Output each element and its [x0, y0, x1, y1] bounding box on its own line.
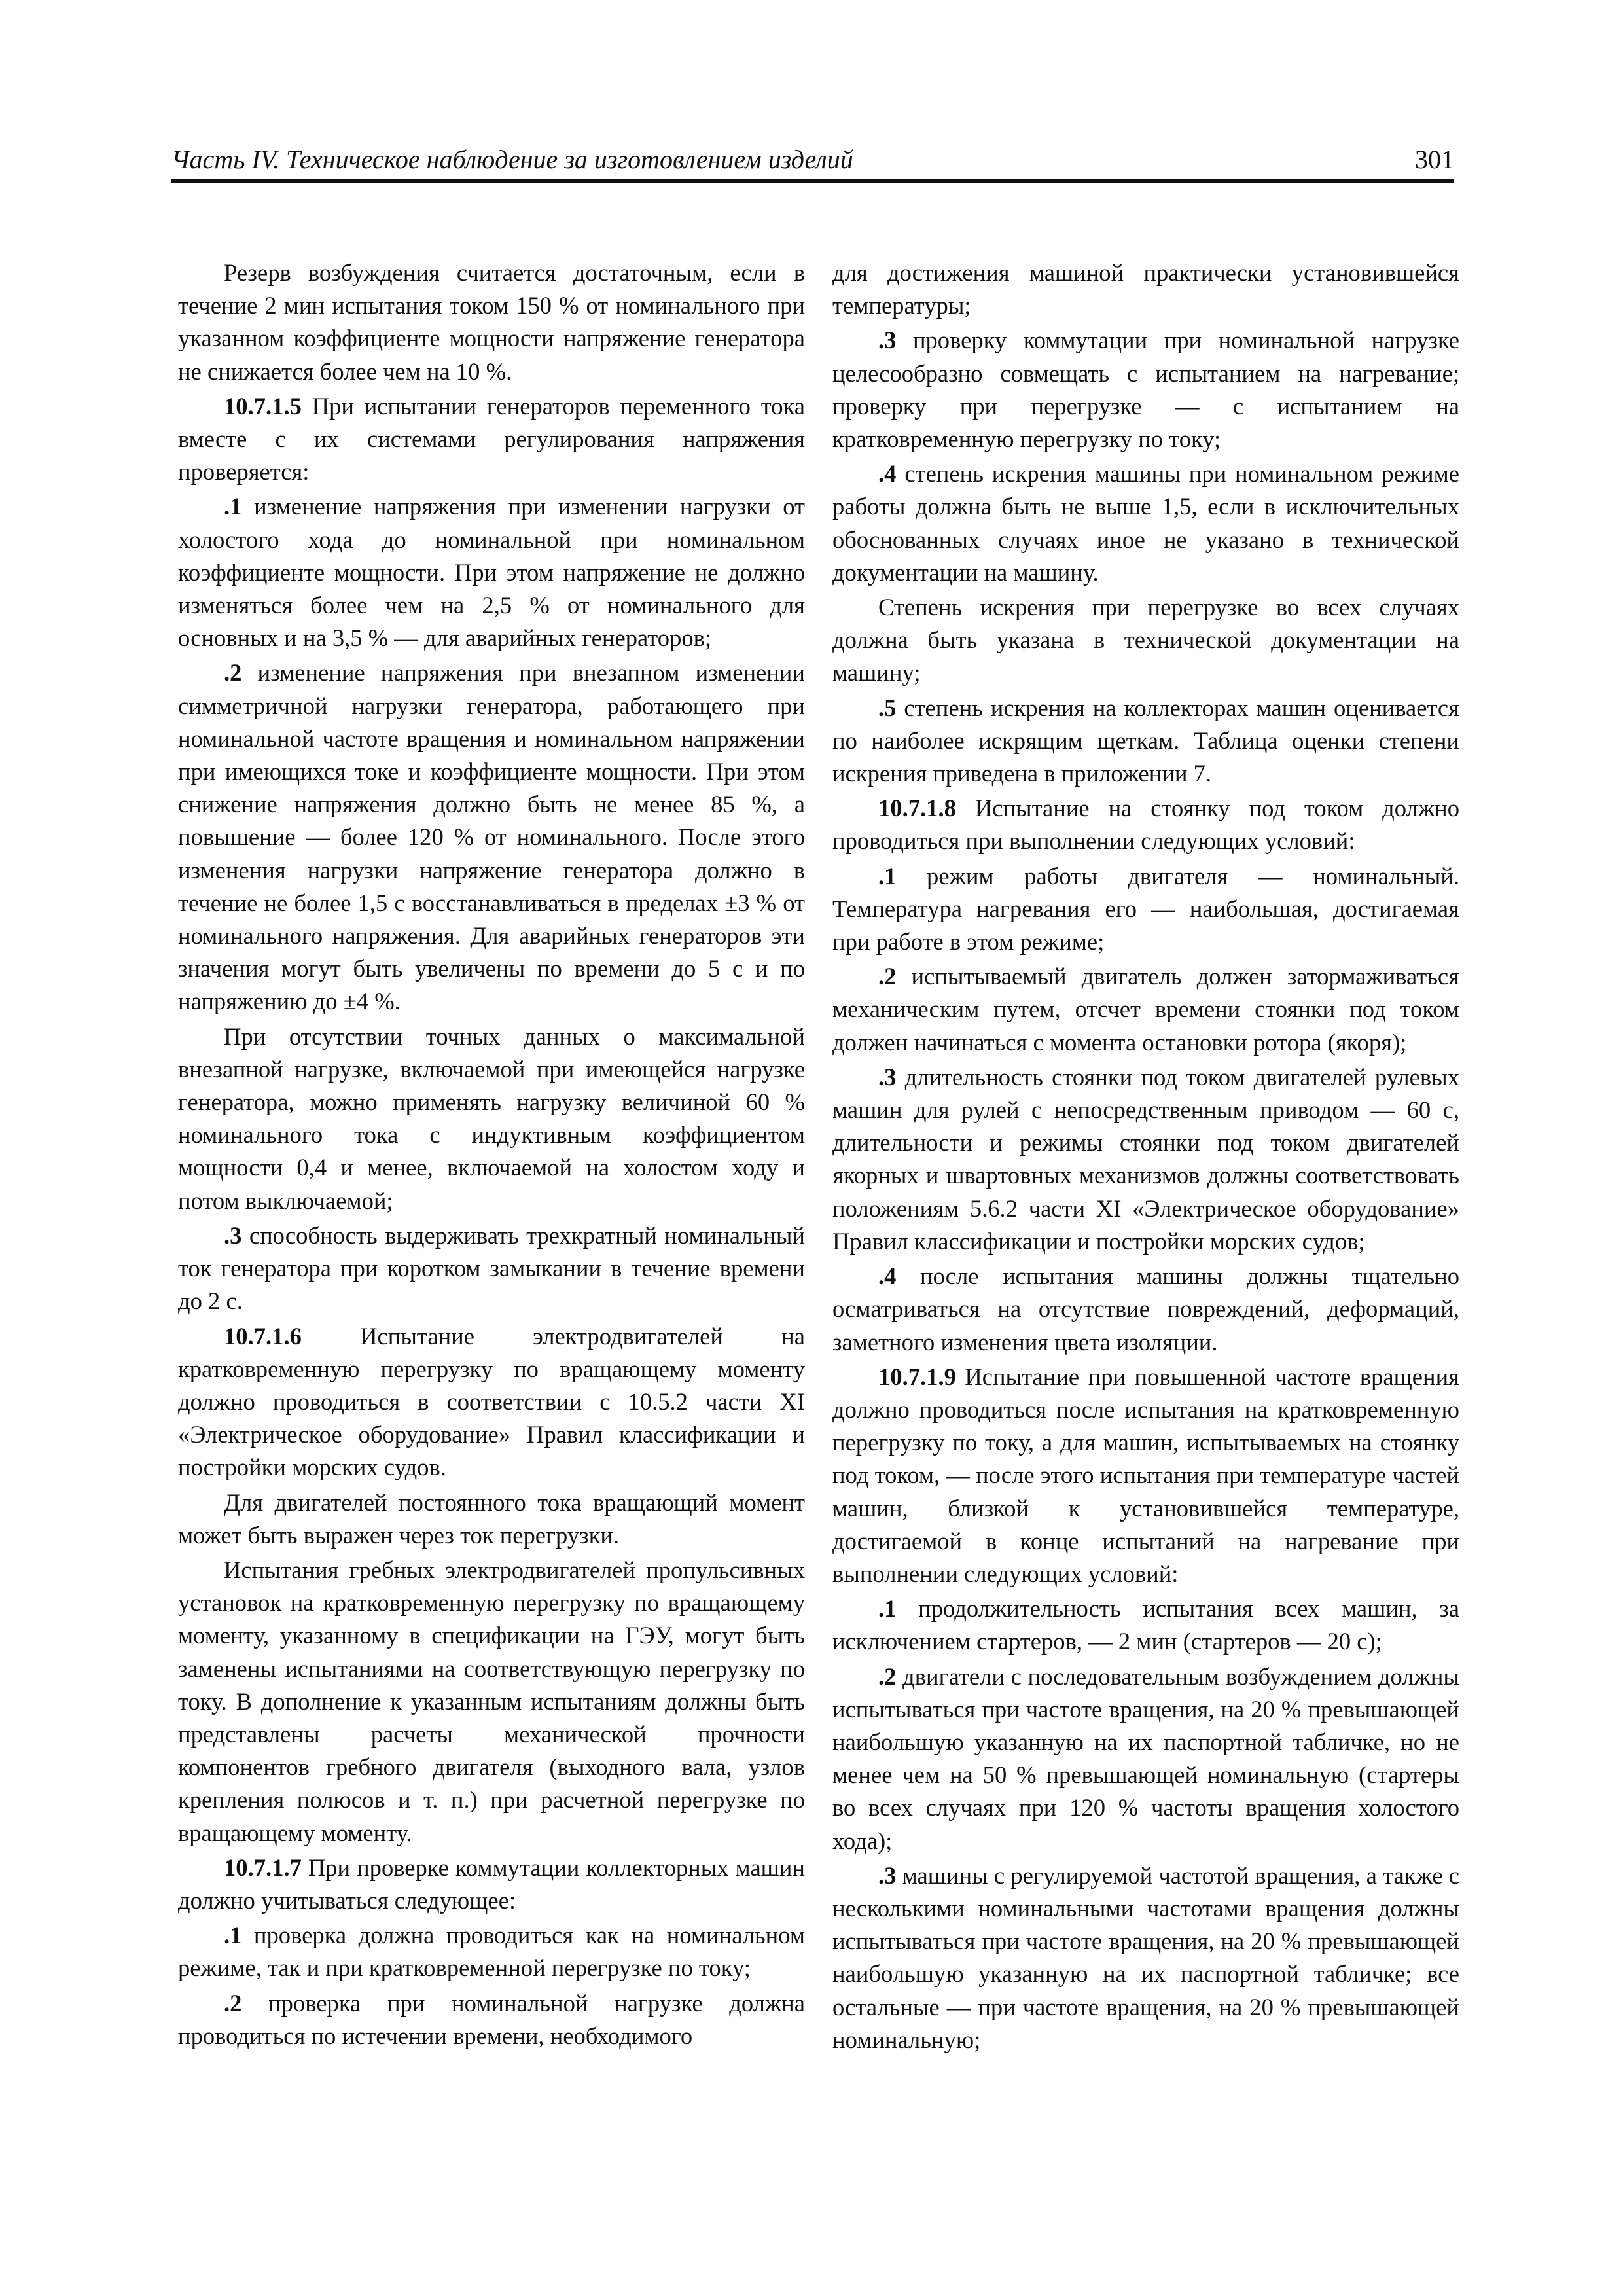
- paragraph-continued: для достижения машиной практически установившейся температуры;: [832, 259, 1459, 319]
- list-item: .5 степень искрения на коллекторах машин оценивается по наиболее искрящим щеткам. Таблица оценки степени искрения приведена в приложении 7.: [832, 694, 1459, 787]
- clause-10-7-1-9: 10.7.1.9 Испытание при повышенной частоте вращения должно проводиться после испытания на кратковременную перегрузку по току, а для машин, испытываемых на стоянку под током, — после этого испытания при температуре частей машин, близкой к установившейся температуре, достигаемой в конце испытаний на нагревание при выполнении следующих условий:: [832, 1363, 1459, 1587]
- list-item: .1 изменение напряжения при изменении нагрузки от холостого хода до номинальной при номинальном коэффициенте мощности. При этом напряжение не должно изменяться более чем на 2,5 % от номинального для основных и на 3,5 % — для аварийных генераторов;: [178, 493, 805, 652]
- list-item: .2 проверка при номинальной нагрузке должна проводиться по истечении времени, необходимого: [178, 1989, 805, 2049]
- item-number: .2: [224, 659, 242, 687]
- clause-number: 10.7.1.9: [878, 1363, 956, 1390]
- item-number: .4: [878, 460, 897, 488]
- item-number: .2: [224, 1989, 242, 2017]
- item-number: .1: [224, 1922, 242, 1949]
- list-item: .1 продолжительность испытания всех машин, за исключением стартеров, — 2 мин (стартеров — 20 с);: [832, 1595, 1459, 1655]
- list-item: .3 способность выдерживать трехкратный номинальный ток генератора при коротком замыкании в течение времени до 2 с.: [178, 1221, 805, 1315]
- item-number: .3: [878, 1861, 897, 1889]
- clause-number: 10.7.1.5: [224, 392, 302, 420]
- paragraph: Испытания гребных электродвигателей пропульсивных установок на кратковременную перегрузку по вращающему моменту, указанному в спецификации на ГЭУ, могут быть заменены испытаниями на соответствующую перегрузку по току. В дополнение к указанным испытаниям должны быть представлены расчеты механической прочности компонентов гребного двигателя (выходного вала, узлов крепления полюсов и т. п.) при расчетной перегрузке по вращающему моменту.: [178, 1556, 805, 1846]
- clause-number: 10.7.1.7: [224, 1854, 302, 1881]
- list-item: .3 длительность стоянки под током двигателей рулевых машин для рулей с непосредственным приводом — 60 с, длительности и режимы стоянки под током двигателей якорных и швартовных механизмов должны соответствовать положениям 5.6.2 части XI «Электрическое оборудование» Правил классификации и постройки морских судов;: [832, 1063, 1459, 1255]
- running-header: [171, 143, 1454, 183]
- clause-10-7-1-6: 10.7.1.6 Испытание электродвигателей на кратковременную перегрузку по вращающему моменту должно проводиться в соответствии с 10.5.2 части XI «Электрическое оборудование» Правил классификации и постройки морских судов.: [178, 1322, 805, 1481]
- item-number: .3: [224, 1221, 242, 1249]
- list-item: .1 режим работы двигателя — номинальный. Температура нагревания его — наибольшая, достигаемая при работе в этом режиме;: [832, 862, 1459, 956]
- list-item: .1 проверка должна проводиться как на номинальном режиме, так и при кратковременной перегрузке по току;: [178, 1922, 805, 1982]
- right-column: [832, 257, 1459, 2058]
- list-item: .4 после испытания машины должны тщательно осматриваться на отсутствие повреждений, деформаций, заметного изменения цвета изоляции.: [832, 1263, 1459, 1355]
- list-item: .3 машины с регулируемой частотой вращения, а также с несколькими номинальными частотами вращения должны испытываться при частоте вращения, на 20 % превышающей наибольшую указанную на их паспортной табличке; все остальные — при частоте вращения, на 20 % превышающей номинальную;: [832, 1861, 1459, 2053]
- list-item: .4 степень искрения машины при номинальном режиме работы должна быть не выше 1,5, если в исключительных обоснованных случаях иное не указано в технической документации на машину.: [832, 460, 1459, 586]
- item-number: .1: [224, 493, 242, 520]
- item-number: .4: [878, 1263, 897, 1290]
- item-number: .3: [878, 327, 897, 354]
- item-number: .1: [878, 1595, 897, 1623]
- item-number: .2: [878, 1662, 897, 1690]
- page-number: 301: [1415, 145, 1454, 174]
- item-number: .5: [878, 694, 897, 721]
- paragraph: Резерв возбуждения считается достаточным, если в течение 2 мин испытания током 150 % от номинального при указанном коэффициенте мощности напряжение генератора не снижается более чем на 10 %.: [178, 259, 805, 385]
- clause-10-7-1-7: 10.7.1.7 При проверке коммутации коллекторных машин должно учитываться следующее:: [178, 1854, 805, 1914]
- item-number: .2: [878, 963, 897, 990]
- clause-10-7-1-5: 10.7.1.5 При испытании генераторов переменного тока вместе с их системами регулирования напряжения проверяется:: [178, 392, 805, 486]
- list-item: .2 двигатели с последовательным возбуждением должны испытываться при частоте вращения, на 20 % превышающей наибольшую указанную на их паспортной табличке, но не менее чем на 50 % превышающей номинальную (стартеры во всех случаях при 120 % частоты вращения холостого хода);: [832, 1662, 1459, 1854]
- clause-number: 10.7.1.6: [224, 1322, 302, 1350]
- list-item: .2 изменение напряжения при внезапном изменении симметричной нагрузки генератора, работающего при номинальной частоте вращения и номинальном напряжении при имеющихся токе и коэффициенте мощности. При этом снижение напряжения должно быть не менее 85 %, а повышение — более 120 % от номинального. После этого изменения нагрузки напряжение генератора должно в течение не более 1,5 с восстанавливаться в пределах ±3 % от номинального напряжения. Для аварийных генераторов эти значения могут быть увеличены по времени до 5 с и по напряжению до ±4 %.: [178, 659, 805, 1015]
- list-item: .3 проверку коммутации при номинальной нагрузке целесообразно совмещать с испытанием на нагревание; проверку при перегрузке — с испытанием на кратковременную перегрузку по току;: [832, 327, 1459, 453]
- item-number: .1: [878, 862, 897, 889]
- paragraph: Для двигателей постоянного тока вращающий момент может быть выражен через ток перегрузки.: [178, 1488, 805, 1549]
- clause-10-7-1-8: 10.7.1.8 Испытание на стоянку под током должно проводиться при выполнении следующих условий:: [832, 795, 1459, 855]
- item-number: .3: [878, 1063, 897, 1090]
- paragraph: При отсутствии точных данных о максимальной внезапной нагрузке, включаемой при имеющейся нагрузке генератора, можно применять нагрузку величиной 60 % номинального тока с индуктивным коэффициентом мощности 0,4 и менее, включаемой на холостом ходу и потом выключаемой;: [178, 1022, 805, 1214]
- list-item: .2 испытываемый двигатель должен затормаживаться механическим путем, отсчет времени стоянки под током должен начинаться с момента остановки ротора (якоря);: [832, 963, 1459, 1056]
- paragraph: Степень искрения при перегрузке во всех случаях должна быть указана в технической документации на машину;: [832, 594, 1459, 687]
- running-header-title: Часть IV. Техническое наблюдение за изготовлением изделий: [171, 145, 853, 174]
- left-column: [178, 257, 805, 2054]
- clause-number: 10.7.1.8: [878, 795, 956, 822]
